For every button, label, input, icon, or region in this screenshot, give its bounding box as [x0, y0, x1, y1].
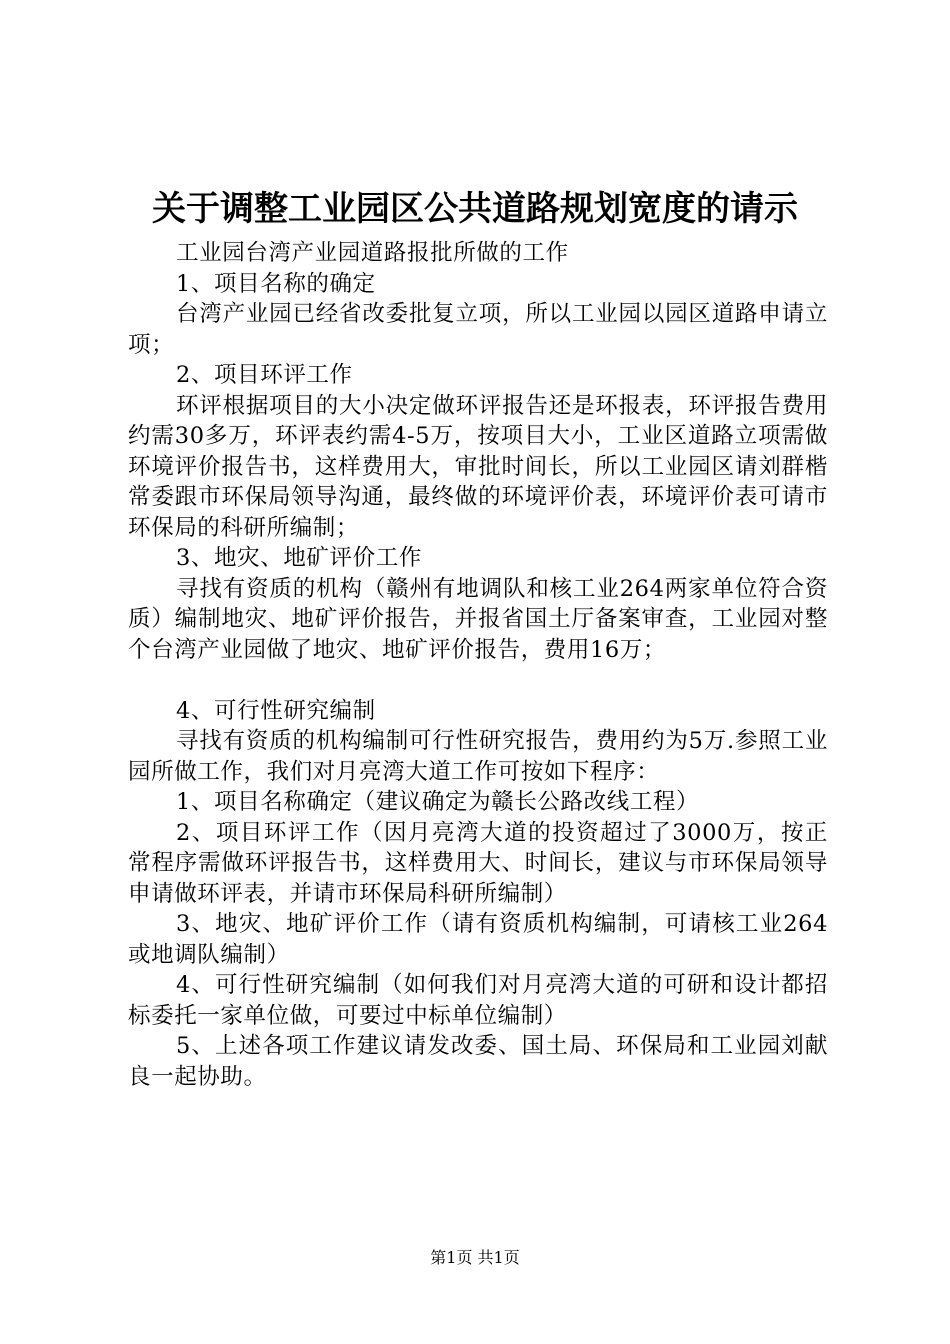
paragraph-item-2-heading: 2、项目环评工作 [176, 362, 353, 388]
page-footer: 第1页 共1页 [430, 1248, 520, 1267]
paragraph-item-3-heading: 3、地灾、地矿评价工作 [176, 545, 422, 571]
paragraph-item-2-text: 环评根据项目的大小决定做环评报告还是环报表，环评报告费用约需30多万，环评表约需4-5万，按项目大小，工业区道路立项需做环境评价报告书，这样费用大，审批时间长，所以工业园区请刘群楷常委跟市环保局领导沟通，最终做的环境评价表，环境评价表可请市环保局的科研所编制； [128, 392, 828, 541]
paragraph-item-1-text: 台湾产业园已经省改委批复立项，所以工业园以园区道路申请立项； [128, 301, 828, 358]
paragraph-intro: 工业园台湾产业园道路报批所做的工作 [176, 240, 569, 266]
paragraph-item-3-text: 寻找有资质的机构（赣州有地调队和核工业264两家单位符合资质）编制地灾、地矿评价报告，并报省国土厅备案审查，工业园对整个台湾产业园做了地灾、地矿评价报告，费用16万； [128, 575, 828, 663]
document-body [128, 238, 828, 1092]
blank-line [128, 665, 828, 696]
paragraph-plan-2: 2、项目环评工作（因月亮湾大道的投资超过了3000万，按正常程序需做环评报告书，这样费用大、时间长，建议与市环保局领导申请做环评表，并请市环保局科研所编制） [128, 819, 828, 907]
paragraph-item-1-heading: 1、项目名称的确定 [176, 270, 376, 297]
paragraph-plan-3: 3、地灾、地矿评价工作（请有资质机构编制，可请核工业264或地调队编制） [128, 911, 828, 968]
paragraph-plan-4: 4、可行性研究编制（如何我们对月亮湾大道的可研和设计都招标委托一家单位做，可要过中标单位编制） [128, 972, 828, 1029]
paragraph-item-4-heading: 4、可行性研究编制 [176, 697, 376, 724]
paragraph-item-4-text: 寻找有资质的机构编制可行性研究报告，费用约为5万.参照工业园所做工作，我们对月亮湾大道工作可按如下程序： [128, 728, 828, 785]
document-title: 关于调整工业园区公共道路规划宽度的请示 [152, 189, 798, 229]
paragraph-plan-5: 5、上述各项工作建议请发改委、国土局、环保局和工业园刘献良一起协助。 [128, 1033, 828, 1090]
paragraph-plan-1: 1、项目名称确定（建议确定为赣长公路改线工程） [176, 789, 700, 815]
